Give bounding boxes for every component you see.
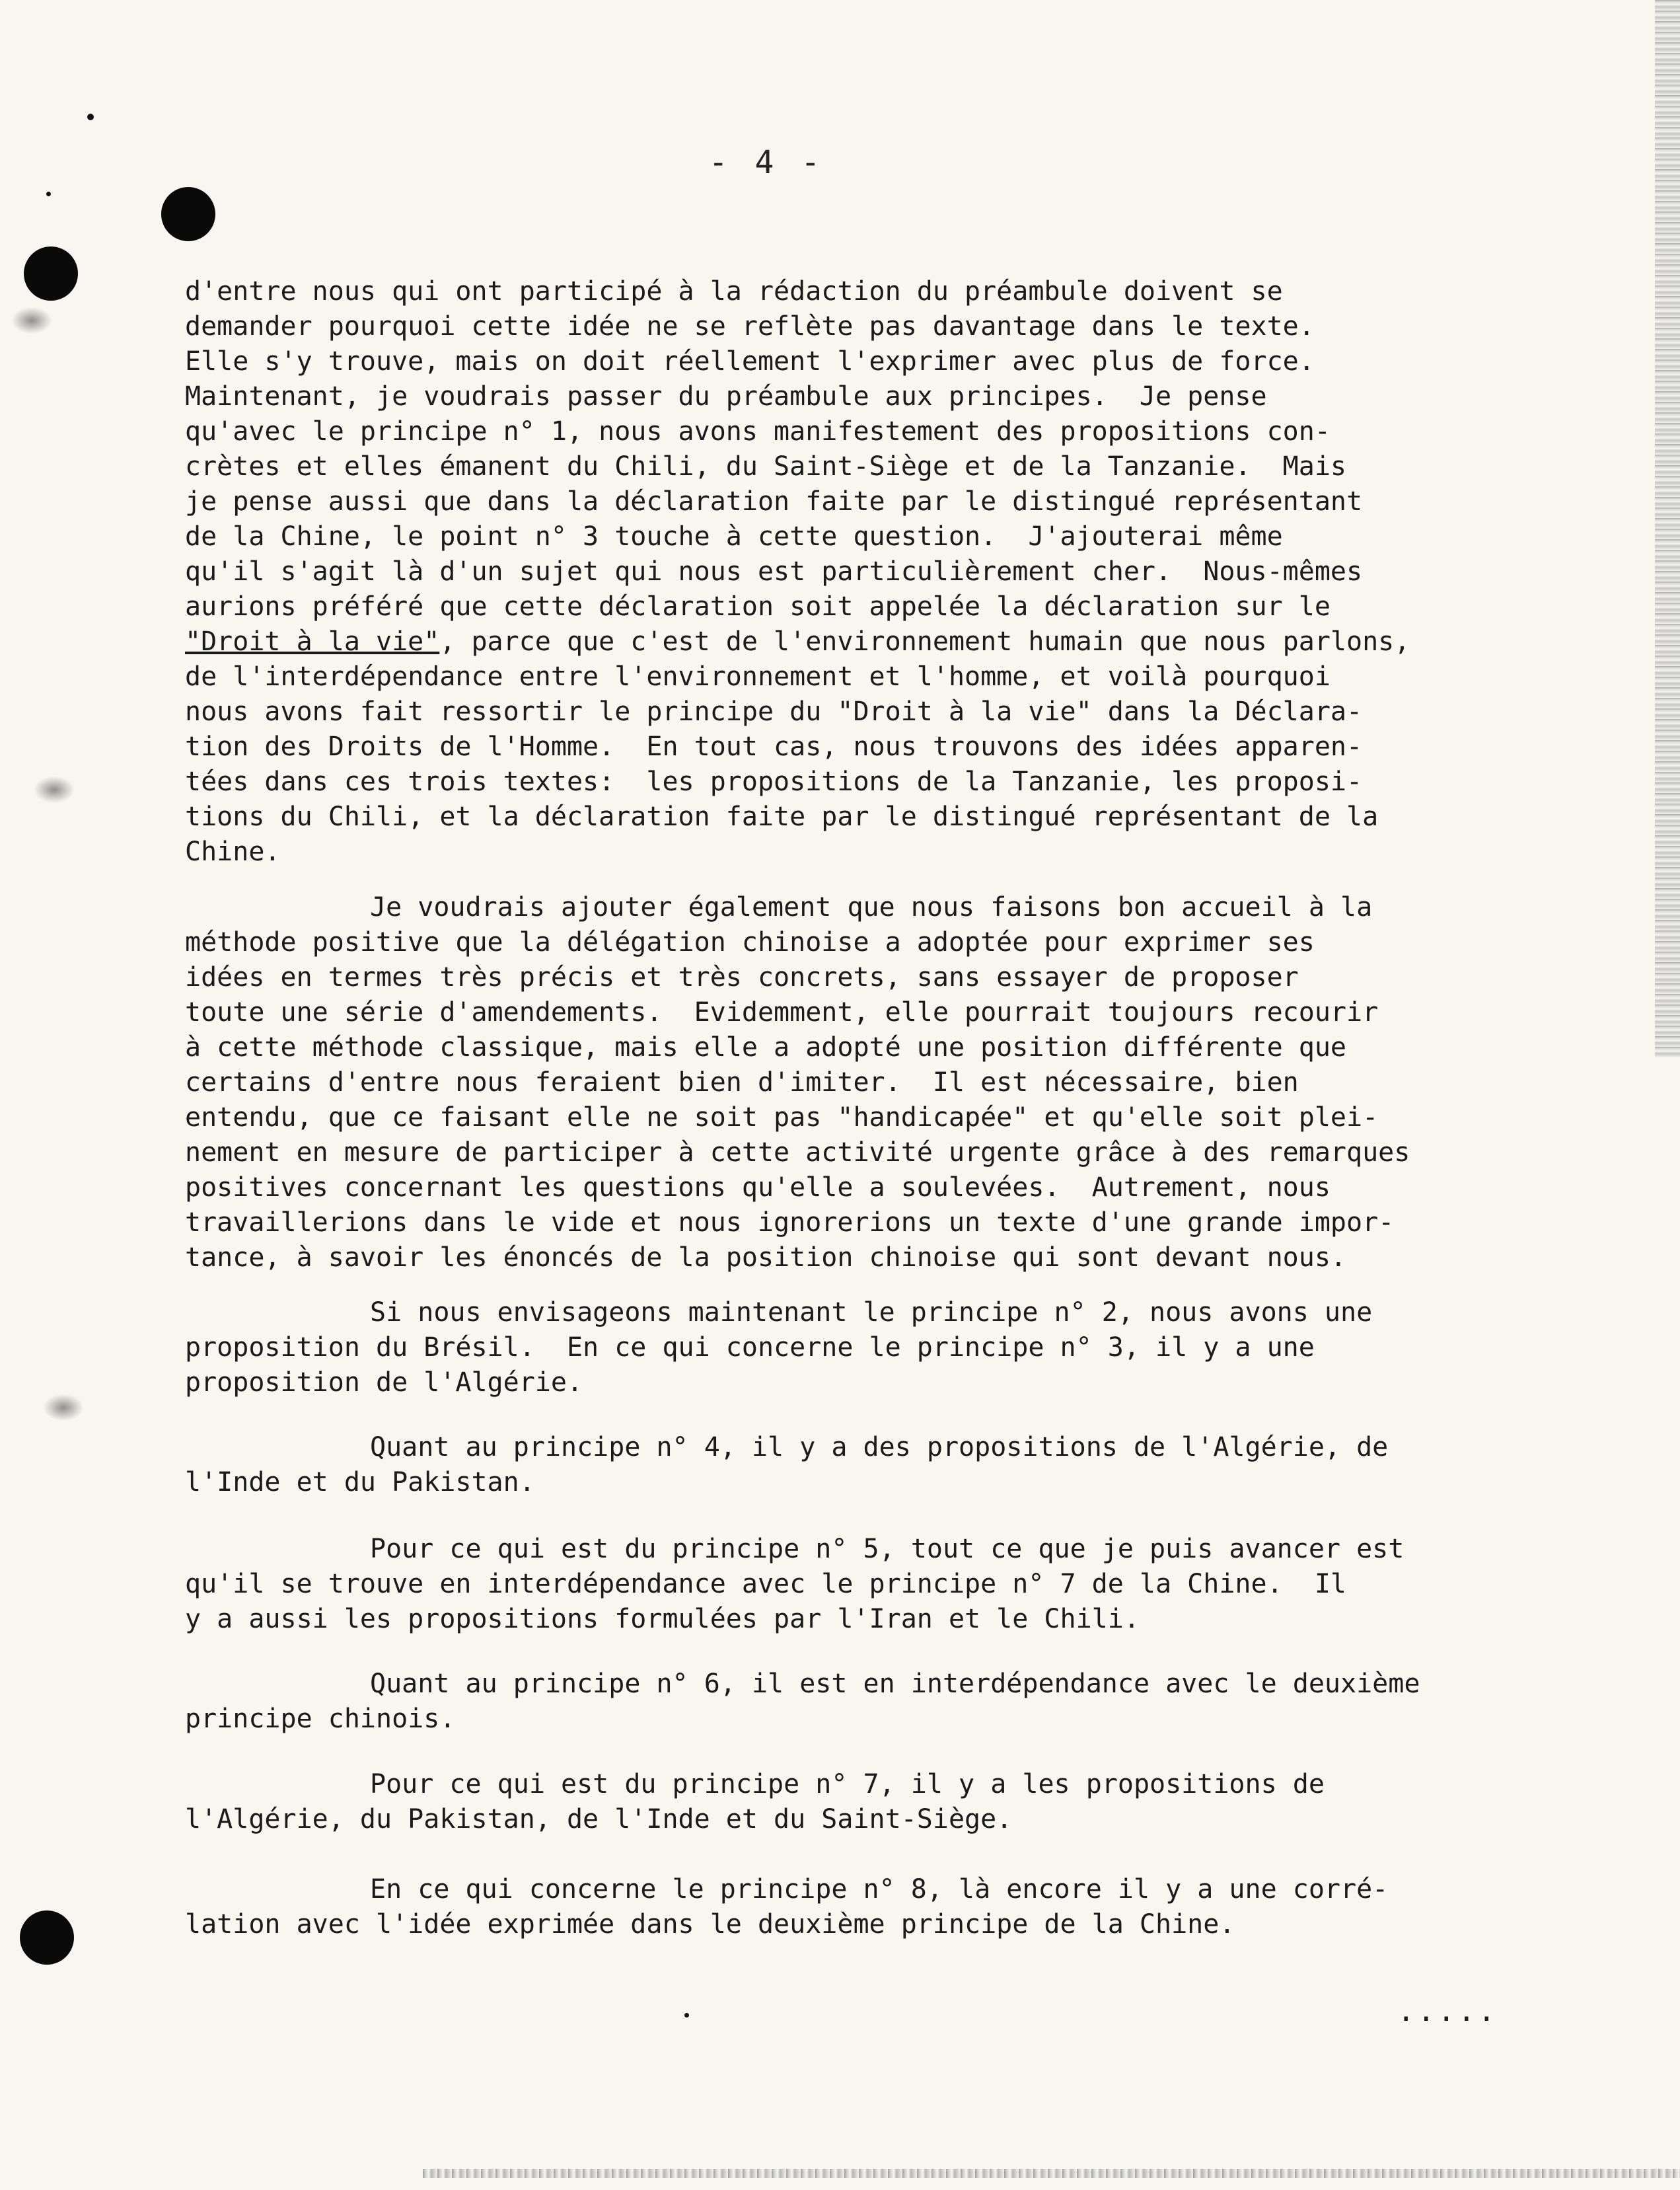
page-number: - 4 - [708,144,824,181]
text-line: proposition du Brésil. En ce qui concerne le principe n° 3, il y a une [185,1332,1315,1363]
text-line: entendu, que ce faisant elle ne soit pas "handicapée" et qu'elle soit plei- [185,1102,1379,1133]
underlined-phrase: "Droit à la vie" [185,626,440,657]
paragraph-3 [185,1295,1500,1400]
paragraph-6 [185,1667,1500,1737]
paragraph-4 [185,1430,1500,1500]
scan-speck [87,114,94,120]
text-line [185,624,1500,660]
text-line: Quant au principe n° 4, il y a des propositions de l'Algérie, de [370,1432,1389,1462]
text-line: demander pourquoi cette idée ne se reflète pas davantage dans le texte. [185,311,1315,342]
text-line: tées dans ces trois textes: les propositions de la Tanzanie, les proposi- [185,767,1363,797]
text-line: méthode positive que la délégation chinoise a adoptée pour exprimer ses [185,927,1315,958]
text-line: Elle s'y trouve, mais on doit réellement l'exprimer avec plus de force. [185,346,1315,377]
punch-hole-top [161,187,215,241]
scan-speck [46,192,51,196]
text-line: Maintenant, je voudrais passer du préambule aux principes. Je pense [185,381,1267,412]
paragraph-2 [185,890,1500,1275]
text-line: proposition de l'Algérie. [185,1367,583,1398]
text-line: En ce qui concerne le principe n° 8, là encore il y a une corré- [370,1874,1389,1905]
text-line: principe chinois. [185,1704,456,1734]
text-line: d'entre nous qui ont participé à la rédaction du préambule doivent se [185,276,1283,307]
paragraph-7 [185,1767,1500,1837]
paragraph-5 [185,1532,1500,1637]
text-line: travaillerions dans le vide et nous ignorerions un texte d'une grande impor- [185,1207,1395,1238]
scan-smudge [12,307,52,334]
text-line: l'Algérie, du Pakistan, de l'Inde et du Saint-Siège. [185,1804,1013,1834]
text-fragment: , parce que c'est de l'environnement humain que nous parlons, [439,626,1410,657]
text-line: tion des Droits de l'Homme. En tout cas, nous trouvons des idées apparen- [185,732,1363,762]
text-line: qu'avec le principe n° 1, nous avons manifestement des propositions con- [185,416,1331,447]
punch-hole-upper [24,246,78,301]
text-line: Je voudrais ajouter également que nous faisons bon accueil à la [370,892,1373,923]
text-line: l'Inde et du Pakistan. [185,1467,535,1497]
text-line: positives concernant les questions qu'elle a soulevées. Autrement, nous [185,1172,1331,1203]
text-line: Chine. [185,837,281,867]
text-line: tance, à savoir les énoncés de la position chinoise qui sont devant nous. [185,1242,1346,1273]
paragraph-8 [185,1872,1500,1942]
text-line: tions du Chili, et la déclaration faite par le distingué représentant de la [185,802,1379,832]
text-line: Pour ce qui est du principe n° 5, tout ce que je puis avancer est [370,1534,1405,1564]
scan-bottom-artifact [423,2169,1680,2178]
text-line: lation avec l'idée exprimée dans le deuxième principe de la Chine. [185,1909,1235,1940]
text-line: aurions préféré que cette déclaration soit appelée la déclaration sur le [185,591,1331,622]
text-line: qu'il se trouve en interdépendance avec le principe n° 7 de la Chine. Il [185,1569,1346,1599]
text-line: de la Chine, le point n° 3 touche à cette question. J'ajouterai même [185,521,1283,552]
text-line: y a aussi les propositions formulées par l'Iran et le Chili. [185,1604,1140,1634]
text-line: Si nous envisageons maintenant le principe n° 2, nous avons une [370,1297,1373,1328]
scan-speck [684,2013,689,2018]
continuation-mark: ..... [1397,1994,1498,2028]
punch-hole-bottom [20,1910,74,1965]
text-line: idées en termes très précis et très concrets, sans essayer de proposer [185,962,1299,993]
scan-smudge [34,776,74,803]
text-line: toute une série d'amendements. Evidemment, elle pourrait toujours recourir [185,997,1379,1028]
text-line: je pense aussi que dans la déclaration faite par le distingué représentant [185,486,1363,517]
text-line: certains d'entre nous feraient bien d'imiter. Il est nécessaire, bien [185,1067,1299,1098]
text-line: Quant au principe n° 6, il est en interdépendance avec le deuxième [370,1669,1420,1699]
paragraph-1 [185,274,1500,870]
text-line: Pour ce qui est du principe n° 7, il y a les propositions de [370,1769,1325,1799]
text-line: nous avons fait ressortir le principe du "Droit à la vie" dans la Déclara- [185,697,1363,727]
text-line: nement en mesure de participer à cette activité urgente grâce à des remarques [185,1137,1410,1168]
text-line: de l'interdépendance entre l'environnement et l'homme, et voilà pourquoi [185,661,1331,692]
text-line: qu'il s'agit là d'un sujet qui nous est particulièrement cher. Nous-mêmes [185,556,1363,587]
text-line: à cette méthode classique, mais elle a adopté une position différente que [185,1032,1346,1063]
text-line: crètes et elles émanent du Chili, du Saint-Siège et de la Tanzanie. Mais [185,451,1346,482]
scan-edge-artifact [1655,0,1680,1057]
scan-smudge [44,1394,83,1421]
